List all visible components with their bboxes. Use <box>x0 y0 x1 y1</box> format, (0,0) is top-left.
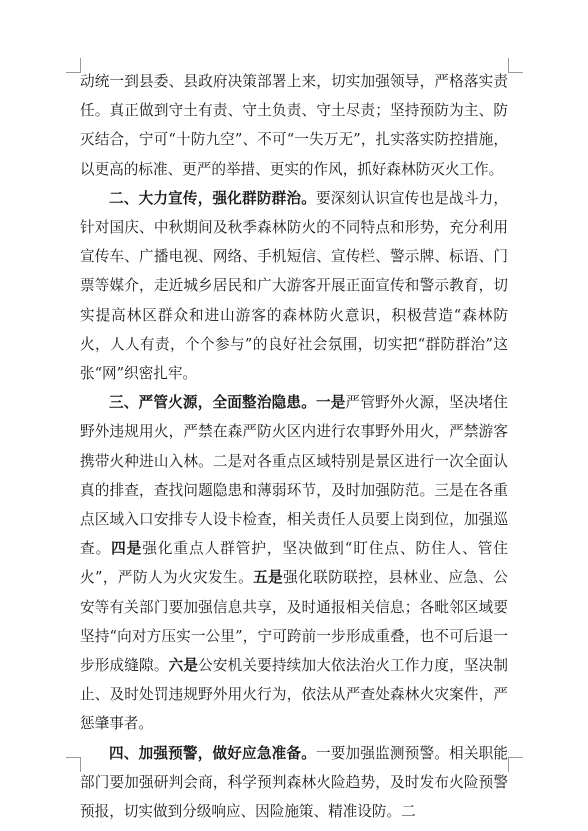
paragraph-early-warning <box>80 739 508 827</box>
paragraph-text: 严管野外火源，坚决堵住野外违规用火，严禁在森严防火区内进行农事野外用火，严禁游客携带火种进山入林。二是对各重点区域特别是景区进行一次全面认真的排查，查找问题隐患和薄弱环节，及时加强防范。三是在各重点区域入口安排专人设卡检查，相关责任人员要上岗到位，加强巡查。 <box>80 394 508 558</box>
item-lead-5: 五是 <box>253 569 284 587</box>
section-heading-2: 二、大力宣传，强化群防群治。 <box>109 189 316 207</box>
paragraph-text: 动统一到县委、县政府决策部署上来，切实加强领导，严格落实责任。真正做到守土有责、守土负责、守土尽责；坚持预防为主、防灭结合，宁可“十防九空”、不可“一失万无”，扎实落实防控措施，以更高的标准、更严的举措、更实的作风，抓好森林防灭火工作。 <box>80 73 508 178</box>
paragraph-text: 一要加强监测预警。相关职能部门要加强研判会商，科学预判森林火险趋势，及时发布火险预警预报，切实做到分级响应、因险施策、精准设防。二 <box>80 744 508 821</box>
paragraph-publicity <box>80 184 508 388</box>
document-body <box>80 67 508 826</box>
item-lead-6: 六是 <box>168 657 199 675</box>
paragraph-fire-sources <box>80 388 508 738</box>
corner-mark-top-left <box>66 58 81 73</box>
section-heading-4: 四、加强预警，做好应急准备。 <box>109 744 316 762</box>
corner-mark-bottom-left <box>66 757 81 772</box>
paragraph-continuation <box>80 67 508 184</box>
corner-mark-bottom-right <box>508 757 523 772</box>
corner-mark-top-right <box>508 58 523 73</box>
paragraph-text: 强化重点人群管护，坚决做到“盯住点、防住人、管住火”，严防人为火灾发生。 <box>80 540 508 587</box>
section-heading-3: 三、严管火源，全面整治隐患。一是 <box>109 394 346 412</box>
paragraph-text: 强化联防联控，县林业、应急、公安等有关部门要加强信息共享，及时通报相关信息；各毗邻区域要坚持“向对方压实一公里”，宁可跨前一步形成重叠，也不可后退一步形成缝隙。 <box>80 569 508 675</box>
paragraph-text: 要深刻认识宣传也是战斗力，针对国庆、中秋期间及秋季森林防火的不同特点和形势，充分利用宣传车、广播电视、网络、手机短信、宣传栏、警示牌、标语、门票等媒介，走近城乡居民和广大游客开展正面宣传和警示教育，切实提高林区群众和进山游客的森林防火意识，积极营造“森林防火，人人有责，个个参与”的良好社会氛围，切实把“群防群治”这张“网”织密扎牢。 <box>80 189 508 383</box>
item-lead-4: 四是 <box>111 540 143 558</box>
paragraph-text: 公安机关要持续加大依法治火工作力度，坚决制止、及时处罚违规野外用火行为，依法从严查处森林火灾案件，严惩肇事者。 <box>80 657 508 733</box>
